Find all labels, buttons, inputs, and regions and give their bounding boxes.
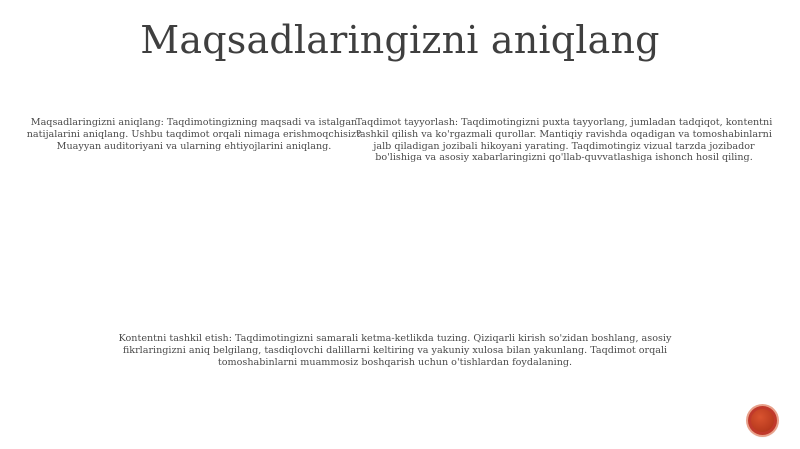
circle-button-icon bbox=[751, 409, 774, 432]
text-block-content-organization: Kontentni tashkil etish: Taqdimotingizni samarali ketma-ketlikda tuzing. Qiziqarli kirish so'zidan boshlang, asosiy fikrlaringizni aniq belgilang, tasdiqlovchi dalillarni keltiring va yakuniy xulosa bilan yakunlang. Taqdimot orqali tomoshabinlarni muammosiz boshqarish uchun o'tishlardan foydalaning. bbox=[118, 333, 672, 368]
text-block-goals: Maqsadlaringizni aniqlang: Taqdimotingizning maqsadi va istalgan natijalarini aniqlang. Ushbu taqdimot orqali nimaga erishmoqchisiz? Muayyan auditoriyani va ularning ehtiyojlarini aniqlang. bbox=[26, 117, 362, 152]
text-block-preparation: Taqdimot tayyorlash: Taqdimotingizni puxta tayyorlang, jumladan tadqiqot, kontentni tashkil qilish va ko'rgazmali qurollar. Mantiqiy ravishda oqadigan va tomoshabinlarni jalb qiladigan jozibali hikoyani yarating. Taqdimotingiz vizual tarzda jozibador bo'lishiga va asosiy xabarlaringizni qo'llab-quvvatlashiga ishonch hosil qiling. bbox=[355, 117, 773, 164]
slide-title: Maqsadlaringizni aniqlang bbox=[140, 18, 660, 62]
next-slide-button[interactable] bbox=[748, 406, 777, 435]
